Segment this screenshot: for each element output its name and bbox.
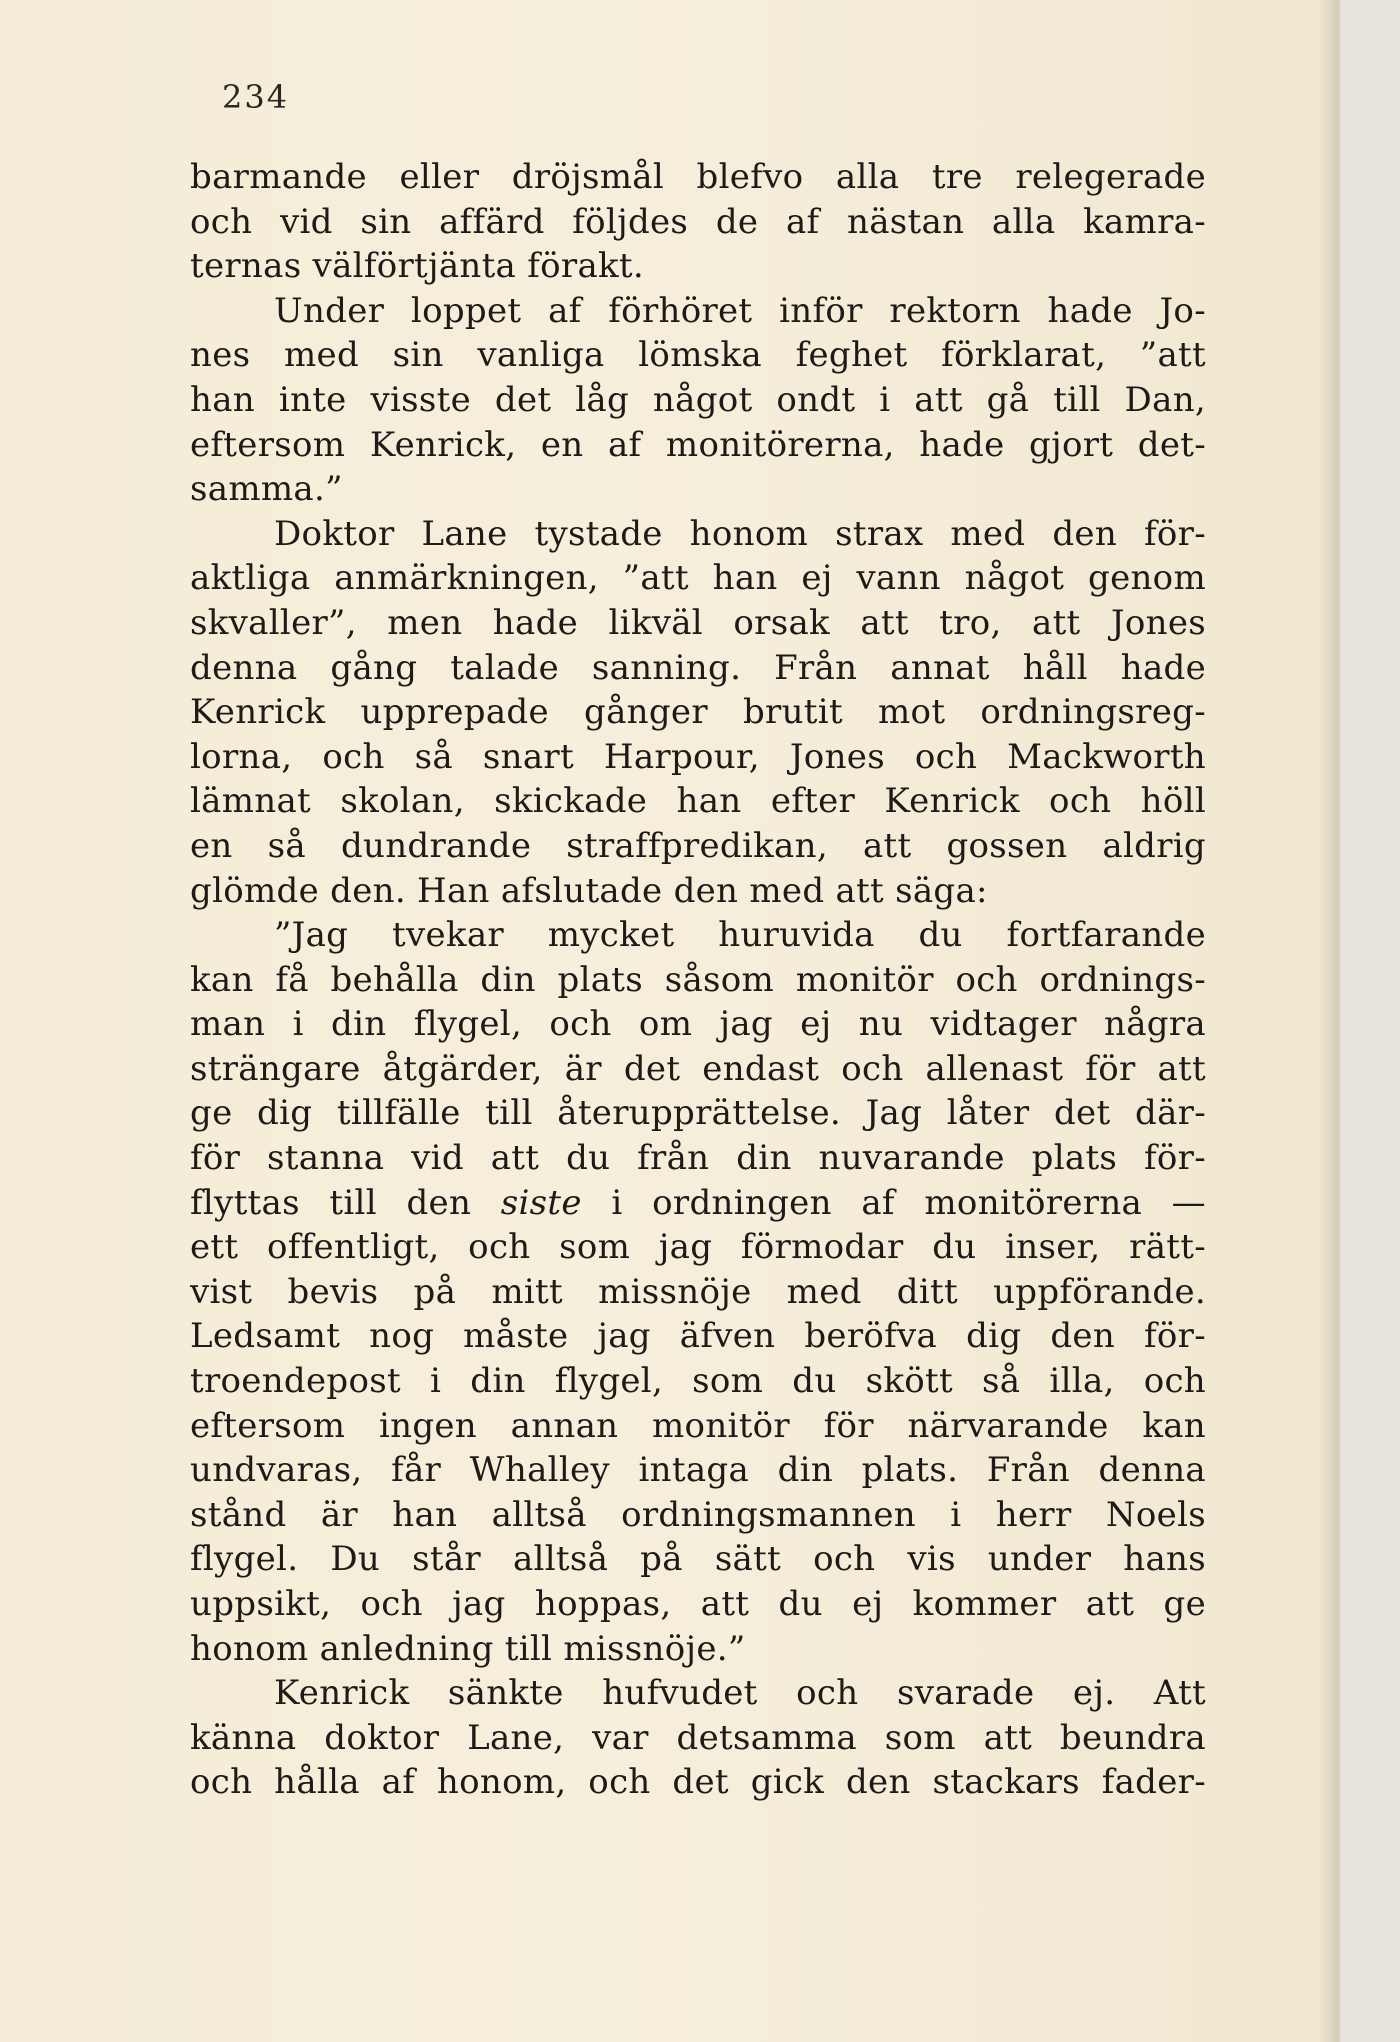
text-line: honom anledning till missnöje.” — [190, 1628, 746, 1669]
text-line: Ledsamt nog måste jag äfven beröfva dig den för- — [190, 1316, 1206, 1357]
text-line: samma.” — [190, 469, 343, 510]
emphasized-word: siste — [500, 1182, 582, 1223]
text-line: barmande eller dröjsmål blefvo alla tre relegerade — [190, 157, 1206, 197]
text-line: undvaras, får Whalley intaga din plats. Från denna — [190, 1450, 1206, 1491]
text-line: nes med sin vanliga lömska feghet förklarat, ”att — [190, 335, 1206, 376]
text-line: ternas välförtjänta förakt. — [190, 246, 644, 287]
text-line: ge dig tillfälle till återupprättelse. Jag låter det där- — [190, 1093, 1206, 1134]
text-line: Under loppet af förhöret inför rektorn hade Jo- — [274, 290, 1206, 331]
text-line: stånd är han alltså ordningsmannen i herr Noels — [190, 1494, 1206, 1535]
text-line: eftersom ingen annan monitör för närvarande kan — [190, 1405, 1206, 1446]
text-line-italic — [190, 1181, 1206, 1226]
text-line: för stanna vid att du från din nuvarande plats för- — [190, 1138, 1206, 1179]
text-line: känna doktor Lane, var detsamma som att beundra — [190, 1717, 1206, 1758]
text-line: lorna, och så snart Harpour, Jones och Mackworth — [190, 736, 1206, 777]
text-line: denna gång talade sanning. Från annat håll hade — [190, 647, 1206, 688]
text-line: ett offentligt, och som jag förmodar du inser, rätt- — [190, 1227, 1206, 1268]
text-line: kan få behålla din plats såsom monitör och ordnings- — [190, 959, 1206, 1000]
body-text — [190, 155, 1206, 1805]
text-line: och vid sin affärd följdes de af nästan alla kamra- — [190, 201, 1206, 242]
text-line: vist bevis på mitt missnöje med ditt uppförande. — [190, 1271, 1206, 1312]
text-line: troendepost i din flygel, som du skött så illa, och — [190, 1361, 1206, 1402]
text-line: glömde den. Han afslutade den med att säga: — [190, 870, 988, 911]
text-line: aktliga anmärkningen, ”att han ej vann något genom — [190, 558, 1206, 599]
text-line: lämnat skolan, skickade han efter Kenrick och höll — [190, 781, 1206, 822]
text-line: Doktor Lane tystade honom strax med den för- — [274, 513, 1206, 554]
text-line: ”Jag tvekar mycket huruvida du fortfarande — [274, 915, 1206, 956]
text-line: Kenrick upprepade gånger brutit mot ordningsreg- — [190, 692, 1206, 733]
text-line: och hålla af honom, och det gick den stackars fader- — [190, 1762, 1206, 1803]
text-line: man i din flygel, och om jag ej nu vidtager några — [190, 1004, 1206, 1045]
text-line: strängare åtgärder, är det endast och allenast för att — [190, 1048, 1206, 1089]
text-line: flygel. Du står alltså på sätt och vis under hans — [190, 1539, 1206, 1580]
text-line: Kenrick sänkte hufvudet och svarade ej. Att — [274, 1673, 1206, 1714]
text-line: en så dundrande straffpredikan, att gossen aldrig — [190, 825, 1206, 866]
text-line: han inte visste det låg något ondt i att gå till Dan, — [190, 379, 1206, 420]
text-line: skvaller”, men hade likväl orsak att tro, att Jones — [190, 602, 1206, 643]
text-line: uppsikt, och jag hoppas, att du ej kommer att ge — [190, 1584, 1206, 1624]
line-part: i ordningen af monitörerna — — [581, 1182, 1206, 1223]
text-line: eftersom Kenrick, en af monitörerna, hade gjort det- — [190, 424, 1206, 465]
scan-margin — [1340, 0, 1400, 2042]
line-part: flyttas till den — [190, 1182, 501, 1223]
page-number: 234 — [222, 78, 290, 116]
